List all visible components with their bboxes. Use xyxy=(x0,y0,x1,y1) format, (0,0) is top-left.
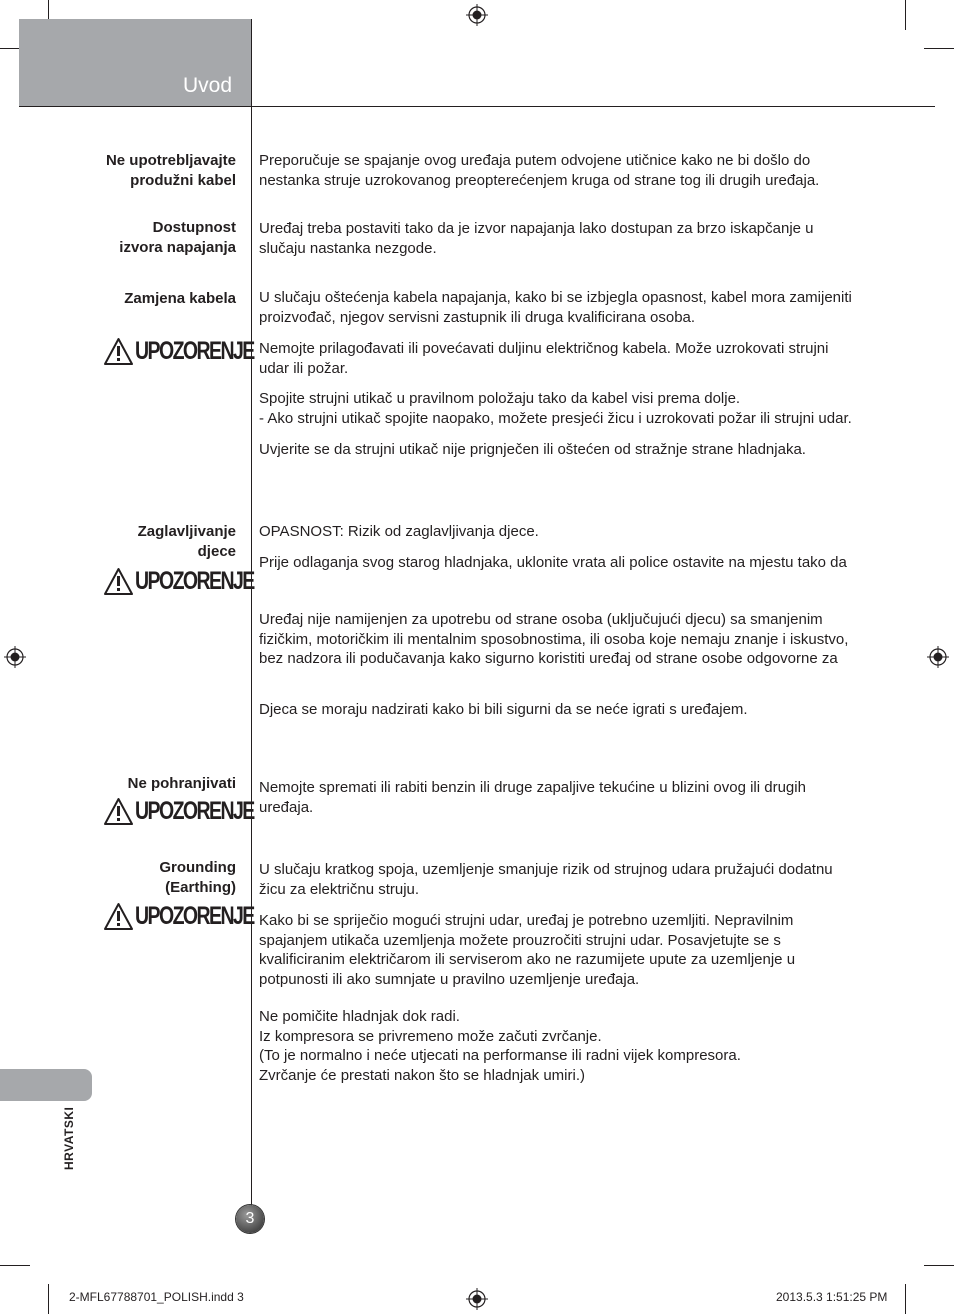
header-divider xyxy=(19,106,935,107)
label-line: Ne pohranjivati xyxy=(127,775,236,792)
warning-triangle-icon xyxy=(103,567,134,596)
text-line: Uređaj treba postaviti tako da je izvor napajanja lako dostupan za brzo iskapčanje u xyxy=(259,220,814,237)
label-line: izvora napajanja xyxy=(119,239,236,256)
crop-mark xyxy=(48,1284,49,1314)
warning-triangle-icon xyxy=(103,797,134,826)
text-line: Preporučuje se spajanje ovog uređaja putem odvojene utičnice kako ne bi došlo do xyxy=(259,152,811,169)
text-line: Kako bi se spriječio mogući strujni udar, uređaj je potrebno uzemljiti. Nepravilnim xyxy=(259,912,794,929)
paragraph-danger xyxy=(259,522,879,542)
text-line: kvalificiranim električarom ili serviserom ako ne razumijete upute za uzemljenje u xyxy=(259,951,796,968)
warning-badge xyxy=(103,901,254,931)
crop-mark xyxy=(924,1265,954,1266)
paragraph-cable-length xyxy=(259,339,879,378)
warning-triangle-icon xyxy=(103,337,134,366)
text-line: udar ili požar. xyxy=(259,359,349,377)
language-label: HRVATSKI xyxy=(62,1106,76,1170)
text-line: - Ako strujni utikač spojite naopako, možete presjeći žicu i uzrokovati požar ili strujni udar. xyxy=(259,409,852,427)
warning-badge xyxy=(103,336,254,366)
label-line: Zaglavljivanje xyxy=(137,523,236,540)
crop-mark xyxy=(0,1265,30,1266)
warning-triangle-icon xyxy=(103,902,134,931)
text-line: Ne pomičite hladnjak dok radi. xyxy=(259,1008,460,1025)
paragraph-power-access xyxy=(259,219,879,258)
crop-mark xyxy=(905,0,906,30)
label-line: (Earthing) xyxy=(165,879,236,896)
text-line: bez nadzora ili podučavanja kako sigurno koristiti uređaj od strane osobe odgovorne za xyxy=(259,650,838,667)
paragraph-plug-damage xyxy=(259,440,879,460)
text-line: žicu za električnu struju. xyxy=(259,880,420,898)
paragraph-old-fridge xyxy=(259,553,879,573)
footer-timestamp: 2013.5.3 1:51:25 PM xyxy=(776,1290,888,1304)
text-line: Prije odlaganja svog starog hladnjaka, uklonite vrata ali police ostavite na mjestu tako da xyxy=(259,554,847,571)
paragraph-flammables xyxy=(259,778,879,817)
column-divider xyxy=(251,19,252,1219)
text-line: Zvrčanje će prestati nakon što se hladnjak umiri.) xyxy=(259,1066,585,1084)
paragraph-compressor xyxy=(259,1007,879,1085)
language-tab xyxy=(0,1069,92,1101)
section-label-do-not-store xyxy=(128,774,236,794)
section-label-grounding xyxy=(159,858,236,898)
section-label-child-entrapment xyxy=(138,522,236,562)
label-line: Ne upotrebljavajte xyxy=(105,152,236,169)
warning-label: UPOZORENJE xyxy=(135,901,254,930)
text-line: U slučaju oštećenja kabela napajanja, kako bi se izbjegla opasnost, kabel mora zamijeniti xyxy=(259,289,852,306)
paragraph-extension-cord xyxy=(259,151,879,190)
registration-mark-icon xyxy=(466,4,488,26)
label-line: djece xyxy=(197,543,236,560)
warning-badge xyxy=(103,796,254,826)
label-line: Dostupnost xyxy=(152,219,236,236)
text-line: Spojite strujni utikač u pravilnom položaju tako da kabel visi prema dolje. xyxy=(259,390,741,407)
crop-mark xyxy=(905,1284,906,1314)
text-line: Iz kompresora se privremeno može začuti zvrčanje. xyxy=(259,1027,602,1045)
page-number: 3 xyxy=(236,1205,264,1233)
paragraph-cable-replacement xyxy=(259,288,879,327)
footer-filename: 2-MFL67788701_POLISH.indd 3 xyxy=(69,1290,244,1304)
registration-mark-icon xyxy=(927,646,949,668)
section-label-power-access xyxy=(119,218,236,258)
label-line: Grounding xyxy=(159,859,236,876)
paragraph-child-supervision xyxy=(259,700,879,720)
paragraph-reduced-capabilities xyxy=(259,610,879,669)
warning-label: UPOZORENJE xyxy=(135,796,254,825)
text-line: spajanjem utikača uzemljenja možete prouzročiti strujni udar. Posavjetujte se s xyxy=(259,931,781,949)
warning-badge xyxy=(103,566,254,596)
section-label-cable-replacement xyxy=(124,289,236,309)
warning-label: UPOZORENJE xyxy=(135,336,254,365)
paragraph-grounding-required xyxy=(259,911,879,989)
text-line: potpunosti ili ako sumnjate u pravilno uzemljenje uređaja. xyxy=(259,970,640,988)
text-line: Uvjerite se da strujni utikač nije prignječen ili oštećen od stražnje strane hladnjaka. xyxy=(259,441,806,458)
text-line: nestanka struje uzrokovanog preopterećenjem kruga od strane tog ili drugih uređaja. xyxy=(259,171,820,189)
text-line: Nemojte prilagođavati ili povećavati duljinu električnog kabela. Može uzrokovati strujni xyxy=(259,340,829,357)
section-label-extension-cord xyxy=(106,151,236,191)
text-line: Djeca se moraju nadzirati kako bi bili sigurni da se neće igrati s uređajem. xyxy=(259,701,748,718)
registration-mark-icon xyxy=(4,646,26,668)
text-line: U slučaju kratkog spoja, uzemljenje smanjuje rizik od strujnog udara pružajući dodatnu xyxy=(259,861,833,878)
text-line: uređaja. xyxy=(259,798,314,816)
text-line: proizvođač, njegov servisni zastupnik ili druga kvalificirana osoba. xyxy=(259,308,696,326)
crop-mark xyxy=(924,48,954,49)
text-line: (To je normalno i neće utjecati na performanse ili radni vijek kompresora. xyxy=(259,1047,741,1064)
paragraph-grounding-short-circuit xyxy=(259,860,879,899)
text-line: Uređaj nije namijenjen za upotrebu od strane osoba (uključujući djecu) sa smanjenim xyxy=(259,611,823,628)
label-line: produžni kabel xyxy=(130,172,236,189)
warning-label: UPOZORENJE xyxy=(135,566,254,595)
text-line: fizičkim, motoričkim ili mentalnim sposobnostima, ili osoba koje nemaju znanje i iskustvo, xyxy=(259,630,849,648)
registration-mark-icon xyxy=(466,1288,488,1310)
text-line: Nemojte spremati ili rabiti benzin ili druge zapaljive tekućine u blizini ovog ili drugih xyxy=(259,779,806,796)
page-title: Uvod xyxy=(183,74,233,97)
paragraph-plug-position xyxy=(259,389,879,428)
text-line: slučaju nastanka nezgode. xyxy=(259,239,437,257)
text-line: OPASNOST: Rizik od zaglavljivanja djece. xyxy=(259,523,539,540)
label-line: Zamjena kabela xyxy=(124,290,236,307)
